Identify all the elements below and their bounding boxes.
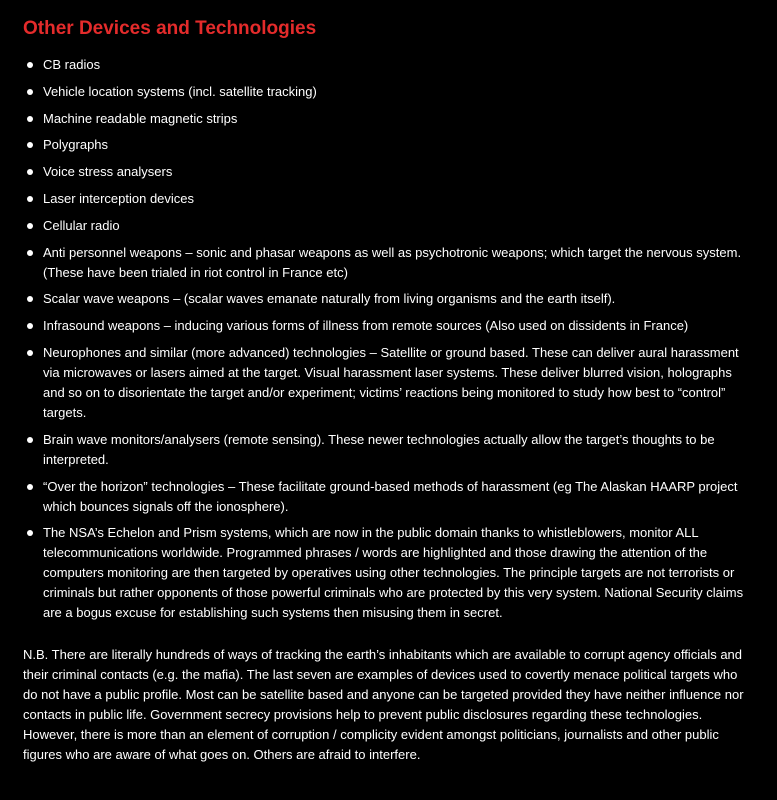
list-item: [23, 430, 753, 470]
list-item-text: Scalar wave weapons – (scalar waves emanate naturally from living organisms and the earth itself).: [43, 291, 616, 307]
list-item: [23, 162, 753, 182]
bullet-icon: [27, 116, 33, 122]
list-item: [23, 289, 753, 309]
list-item-text: Brain wave monitors/analysers (remote sensing). These newer technologies actually allow the target’s thoughts to be interpreted.: [43, 431, 715, 467]
list-item: [23, 135, 753, 155]
list-item-text: Anti personnel weapons – sonic and phasar weapons as well as psychotronic weapons; which target the nervous system. (These have been trialed in riot control in France etc): [43, 244, 742, 280]
list-item-text: Neurophones and similar (more advanced) technologies – Satellite or ground based. These can deliver aural harassment via microwaves or lasers aimed at the target. Visual harassment laser systems. These deliver blurred vision, holographs and so on to disorientate the target and/or experiment; victims’ reactions being monitored to study how best to “control” targets.: [43, 344, 739, 420]
list-item: [23, 316, 753, 336]
bullet-icon: [27, 142, 33, 148]
bullet-icon: [27, 530, 33, 536]
device-list: [23, 55, 753, 623]
bullet-icon: [27, 169, 33, 175]
bullet-icon: [27, 62, 33, 68]
list-item: [23, 343, 753, 423]
bullet-icon: [27, 296, 33, 302]
list-item-text: Infrasound weapons – inducing various forms of illness from remote sources (Also used on dissidents in France): [43, 318, 689, 334]
list-item-text: Polygraphs: [43, 137, 109, 153]
bullet-icon: [27, 323, 33, 329]
bullet-icon: [27, 437, 33, 443]
list-item: [23, 109, 753, 129]
bullet-icon: [27, 350, 33, 356]
list-item: [23, 216, 753, 236]
list-item-text: Cellular radio: [43, 217, 120, 233]
list-item-text: Laser interception devices: [43, 190, 195, 206]
bullet-icon: [27, 196, 33, 202]
list-item-text: Vehicle location systems (incl. satellite tracking): [43, 83, 317, 99]
section-heading: Other Devices and Technologies: [23, 18, 317, 39]
bullet-icon: [27, 484, 33, 490]
list-item: [23, 523, 753, 623]
list-item-text: Machine readable magnetic strips: [43, 110, 238, 126]
list-item: [23, 189, 753, 209]
list-item: [23, 477, 753, 517]
bullet-icon: [27, 223, 33, 229]
list-item: [23, 82, 753, 102]
bullet-icon: [27, 89, 33, 95]
list-item: [23, 55, 753, 75]
list-item-text: Voice stress analysers: [43, 164, 173, 180]
bullet-icon: [27, 250, 33, 256]
list-item-text: The NSA’s Echelon and Prism systems, which are now in the public domain thanks to whistleblowers, monitor ALL telecommunications worldwide. Programmed phrases / words are highlighted and those drawing the attention of the computers monitoring are then targeted by operatives using other technologies. The principle targets are not terrorists or criminals but rather opponents of those powerful criminals who are protected by this very system. National Security claims are a bogus excuse for establishing such systems then misusing them in secret.: [43, 525, 744, 621]
list-item-text: “Over the horizon” technologies – These facilitate ground-based methods of harassment (eg The Alaskan HAARP project which bounces signals off the ionosphere).: [43, 478, 738, 514]
list-item-text: CB radios: [43, 57, 101, 72]
list-item: [23, 243, 753, 283]
nb-paragraph: N.B. There are literally hundreds of ways of tracking the earth’s inhabitants which are available to corrupt agency officials and their criminal contacts (e.g. the mafia). The last seven are examples of devices used to covertly menace political targets who do not have a public profile. Most can be satellite based and anyone can be targeted provided they have neither influence nor contacts in public life. Government secrecy provisions help to prevent public disclosures regarding these technologies. However, there is more than an element of corruption / complicity evident amongst politicians, journalists and other public figures who are aware of what goes on. Others are afraid to interfere.: [23, 647, 744, 763]
